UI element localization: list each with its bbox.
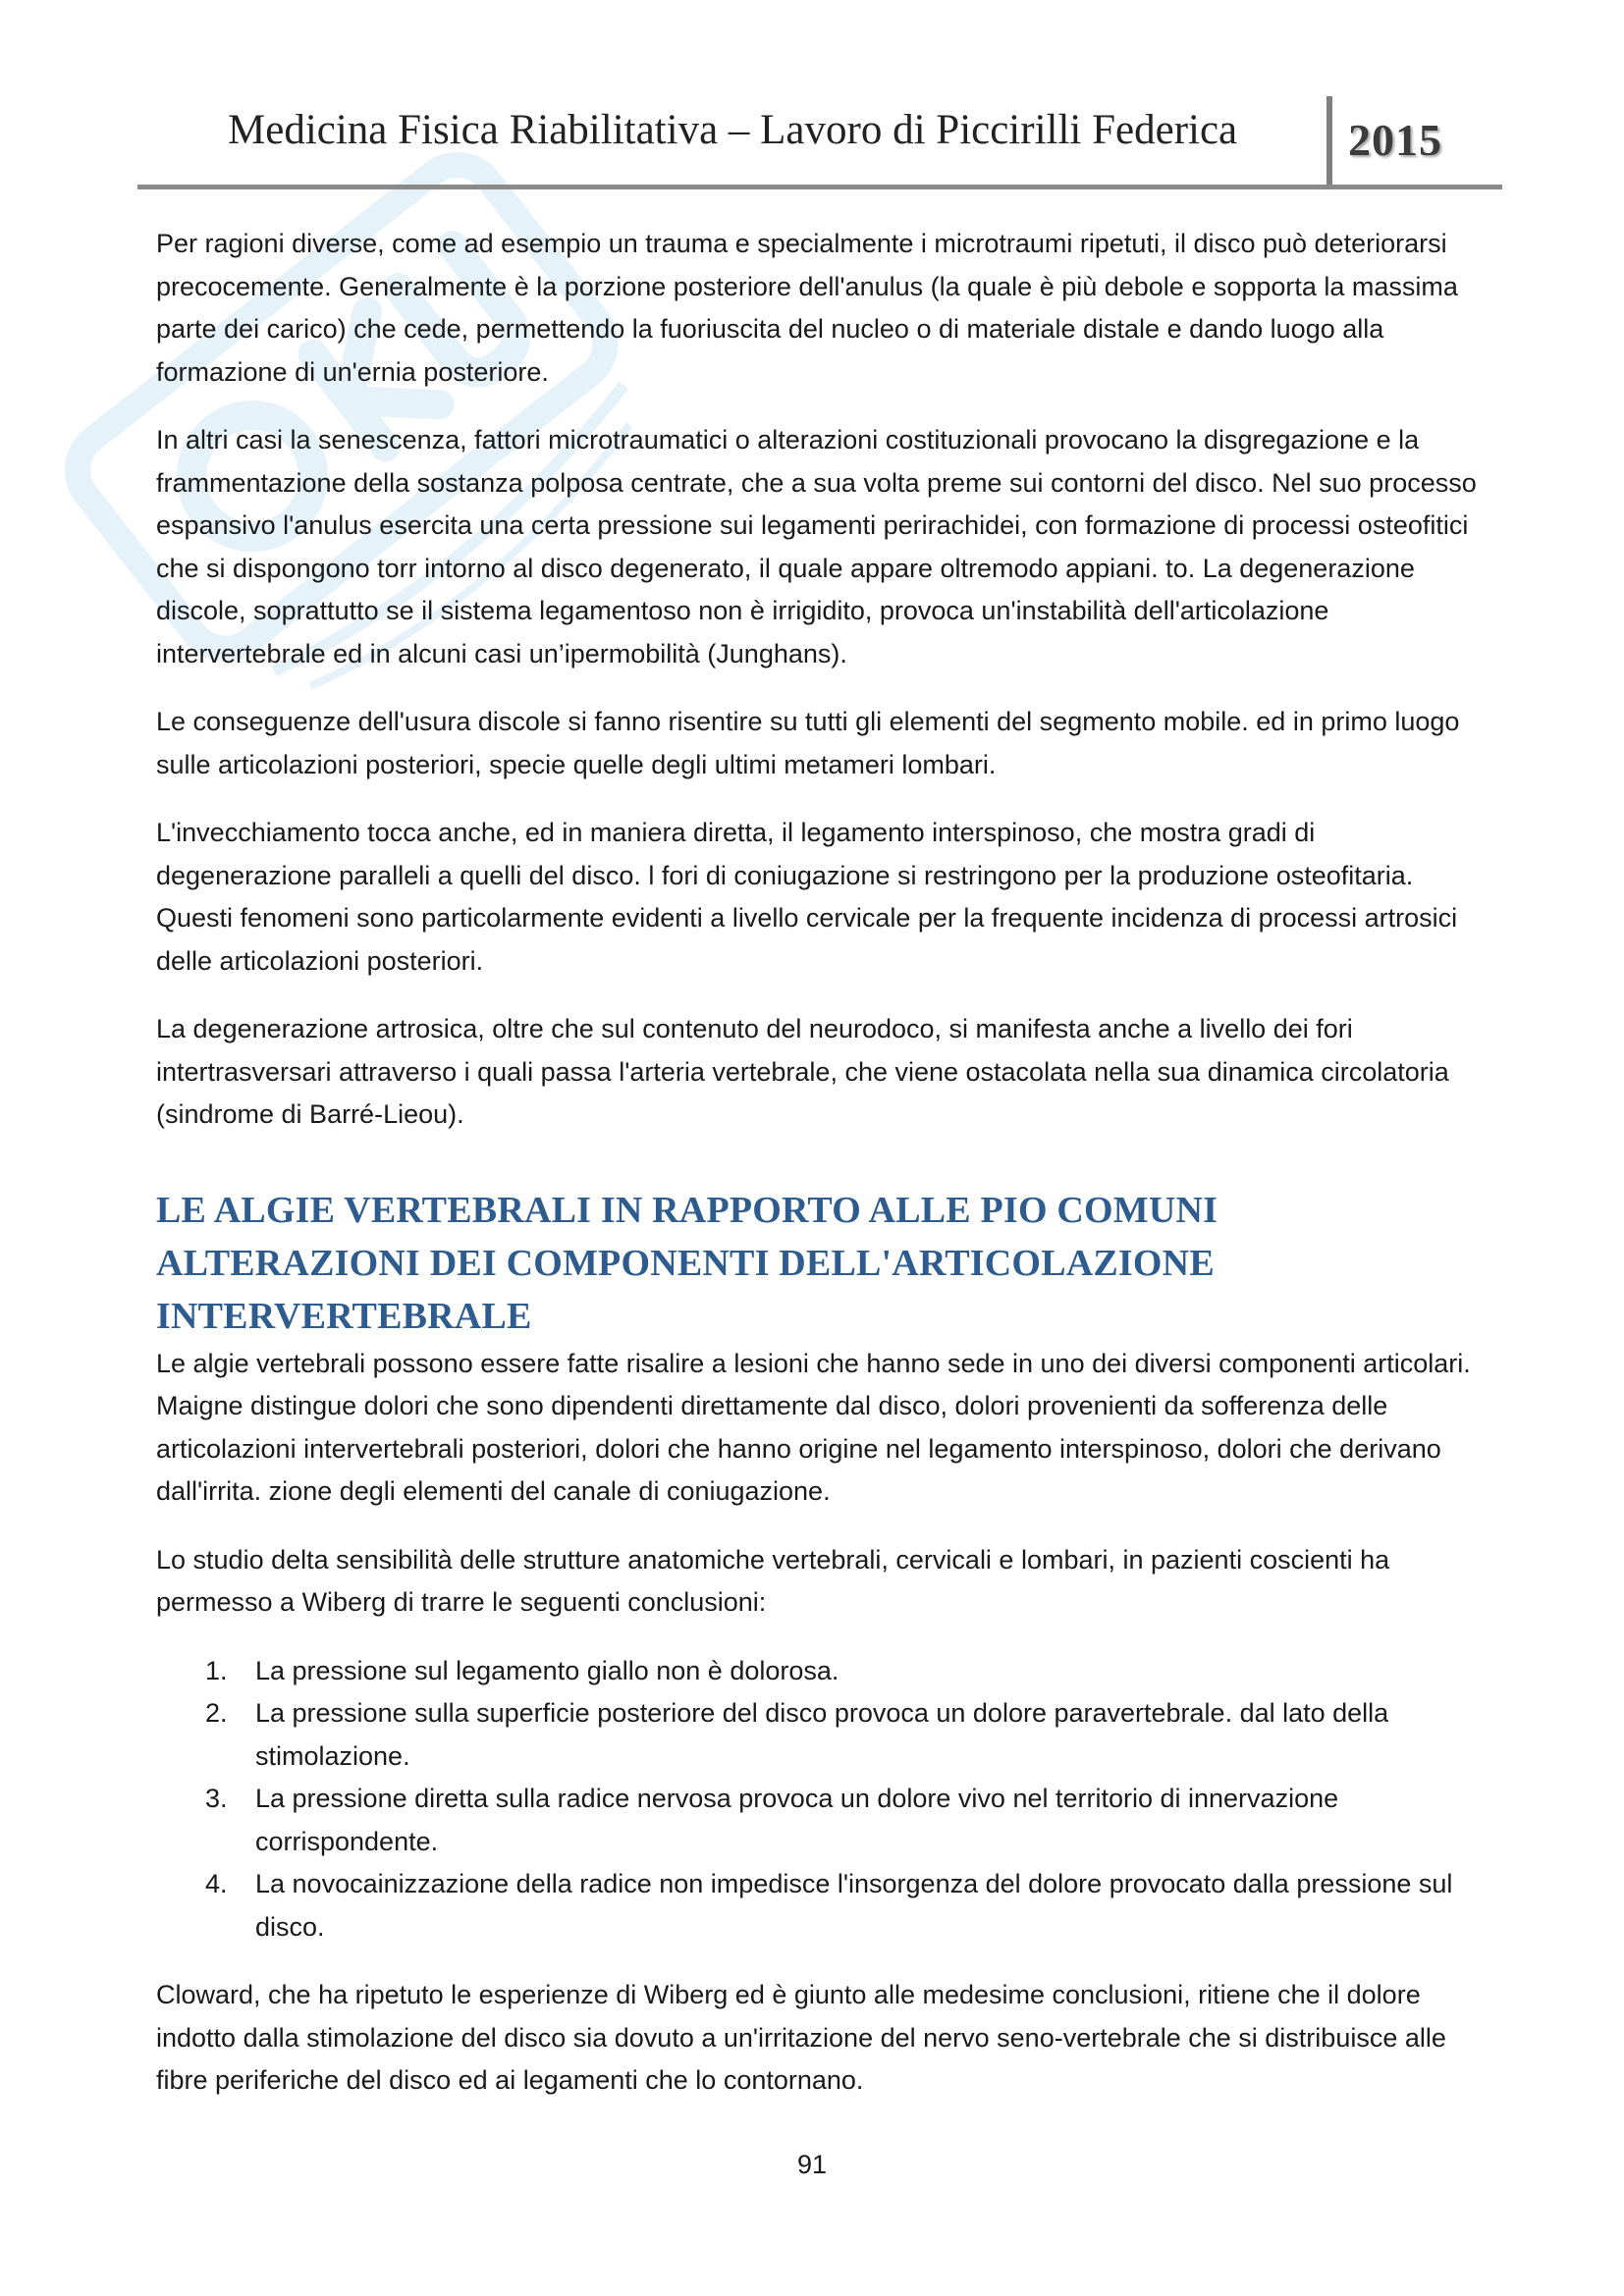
page-header [137,96,1502,187]
paragraph: Per ragioni diverse, come ad esempio un trauma e specialmente i microtraumi ripetuti, il disco può deteriorarsi precocemente. Generalmente è la porzione posteriore dell'anulus (la quale è più debole e sopporta la massima parte dei carico) che cede, permettendo la fuoriuscita del nucleo o di materiale distale e dando luogo alla formazione di un'ernia posteriore. [156,229,1458,387]
list-item [156,1650,1488,1693]
list-number: 3. [205,1784,228,1813]
header-year: 2015 [1348,115,1442,165]
list-text: La pressione sulla superficie posteriore del disco provoca un dolore paravertebrale. dal lato della stimolazione. [255,1698,1389,1771]
list-item [156,1692,1488,1778]
paragraph: In altri casi la senescenza, fattori microtraumatici o alterazioni costituzionali provocano la disgregazione e la frammentazione della sostanza polposa centrate, che a sua volta preme sui contorni del disco. Nel suo processo espansivo l'anulus esercita una certa pressione sui legamenti perirachidei, con formazione di processi osteofitici che si dispongono torr intorno al disco degenerato, il quale appare oltremodo appiani. to. La degenerazione discole, soprattutto se il sistema legamentoso non è irrigidito, provoca un'instabilità dell'articolazione intervertebrale ed in alcuni casi un’ipermobilità (Junghans). [156,425,1477,668]
paragraph: La degenerazione artrosica, oltre che sul contenuto del neurodoco, si manifesta anche a livello dei fori intertrasversari attraverso i quali passa l'arteria vertebrale, che viene ostacolata nella sua dinamica circolatoria (sindrome di Barré-Lieou). [156,1014,1449,1129]
list-text: La pressione diretta sulla radice nervosa provoca un dolore vivo nel territorio di innervazione corrispondente. [255,1784,1339,1856]
page-number: 91 [796,2150,828,2179]
list-text: La novocainizzazione della radice non impedisce l'insorgenza del dolore provocato dalla pressione sul disco. [255,1869,1453,1942]
paragraph: Le conseguenze dell'usura discole si fanno risentire su tutti gli elementi del segmento mobile. ed in primo luogo sulle articolazioni posteriori, specie quelle degli ultimi metameri lombari. [156,707,1460,779]
section-closing: Cloward, che ha ripetuto le esperienze di Wiberg ed è giunto alle medesime conclusioni, ritiene che il dolore indotto dalla stimolazione del disco sia dovuto a un'irritazione del nervo seno-vertebrale che si distribuisce alle fibre periferiche del disco ed ai legamenti che lo contornano. [156,1980,1446,2095]
document-title: Medicina Fisica Riabilitativa – Lavoro di Piccirilli Federica [228,107,1238,153]
conclusions-list [156,1650,1488,1949]
header-divider [1326,96,1332,187]
paragraph: L'invecchiamento tocca anche, ed in maniera diretta, il legamento interspinoso, che mostra gradi di degenerazione paralleli a quelli del disco. l fori di coniugazione si restringono per la produzione osteofitaria. Questi fenomeni sono particolarmente evidenti a livello cervicale per la frequente incidenza di processi artrosici delle articolazioni posteriori. [156,818,1458,976]
list-item [156,1778,1488,1863]
list-text: La pressione sul legamento giallo non è dolorosa. [255,1655,839,1685]
list-item [156,1863,1488,1949]
list-number: 4. [205,1869,228,1898]
page-content [156,223,1488,2128]
list-number: 2. [205,1698,228,1728]
section-heading: LE ALGIE VERTEBRALI IN RAPPORTO ALLE PIO COMUNI ALTERAZIONI DEI COMPONENTI DELL'ARTICOLAZIONE INTERVERTEBRALE [156,1189,1218,1337]
header-rule [137,185,1502,189]
list-number: 1. [205,1655,228,1685]
section-intro: Le algie vertebrali possono essere fatte risalire a lesioni che hanno sede in uno dei diversi componenti articolari. Maigne distingue dolori che sono dipendenti direttamente dal disco, dolori provenienti da sofferenza delle articolazioni intervertebrali posteriori, dolori che hanno origine nel legamento interspinoso, dolori che derivano dall'irrita. zione degli elementi del canale di coniugazione. [156,1348,1471,1506]
section-study: Lo studio delta sensibilità delle strutture anatomiche vertebrali, cervicali e lombari, in pazienti coscienti ha permesso a Wiberg di trarre le seguenti conclusioni: [156,1544,1390,1617]
